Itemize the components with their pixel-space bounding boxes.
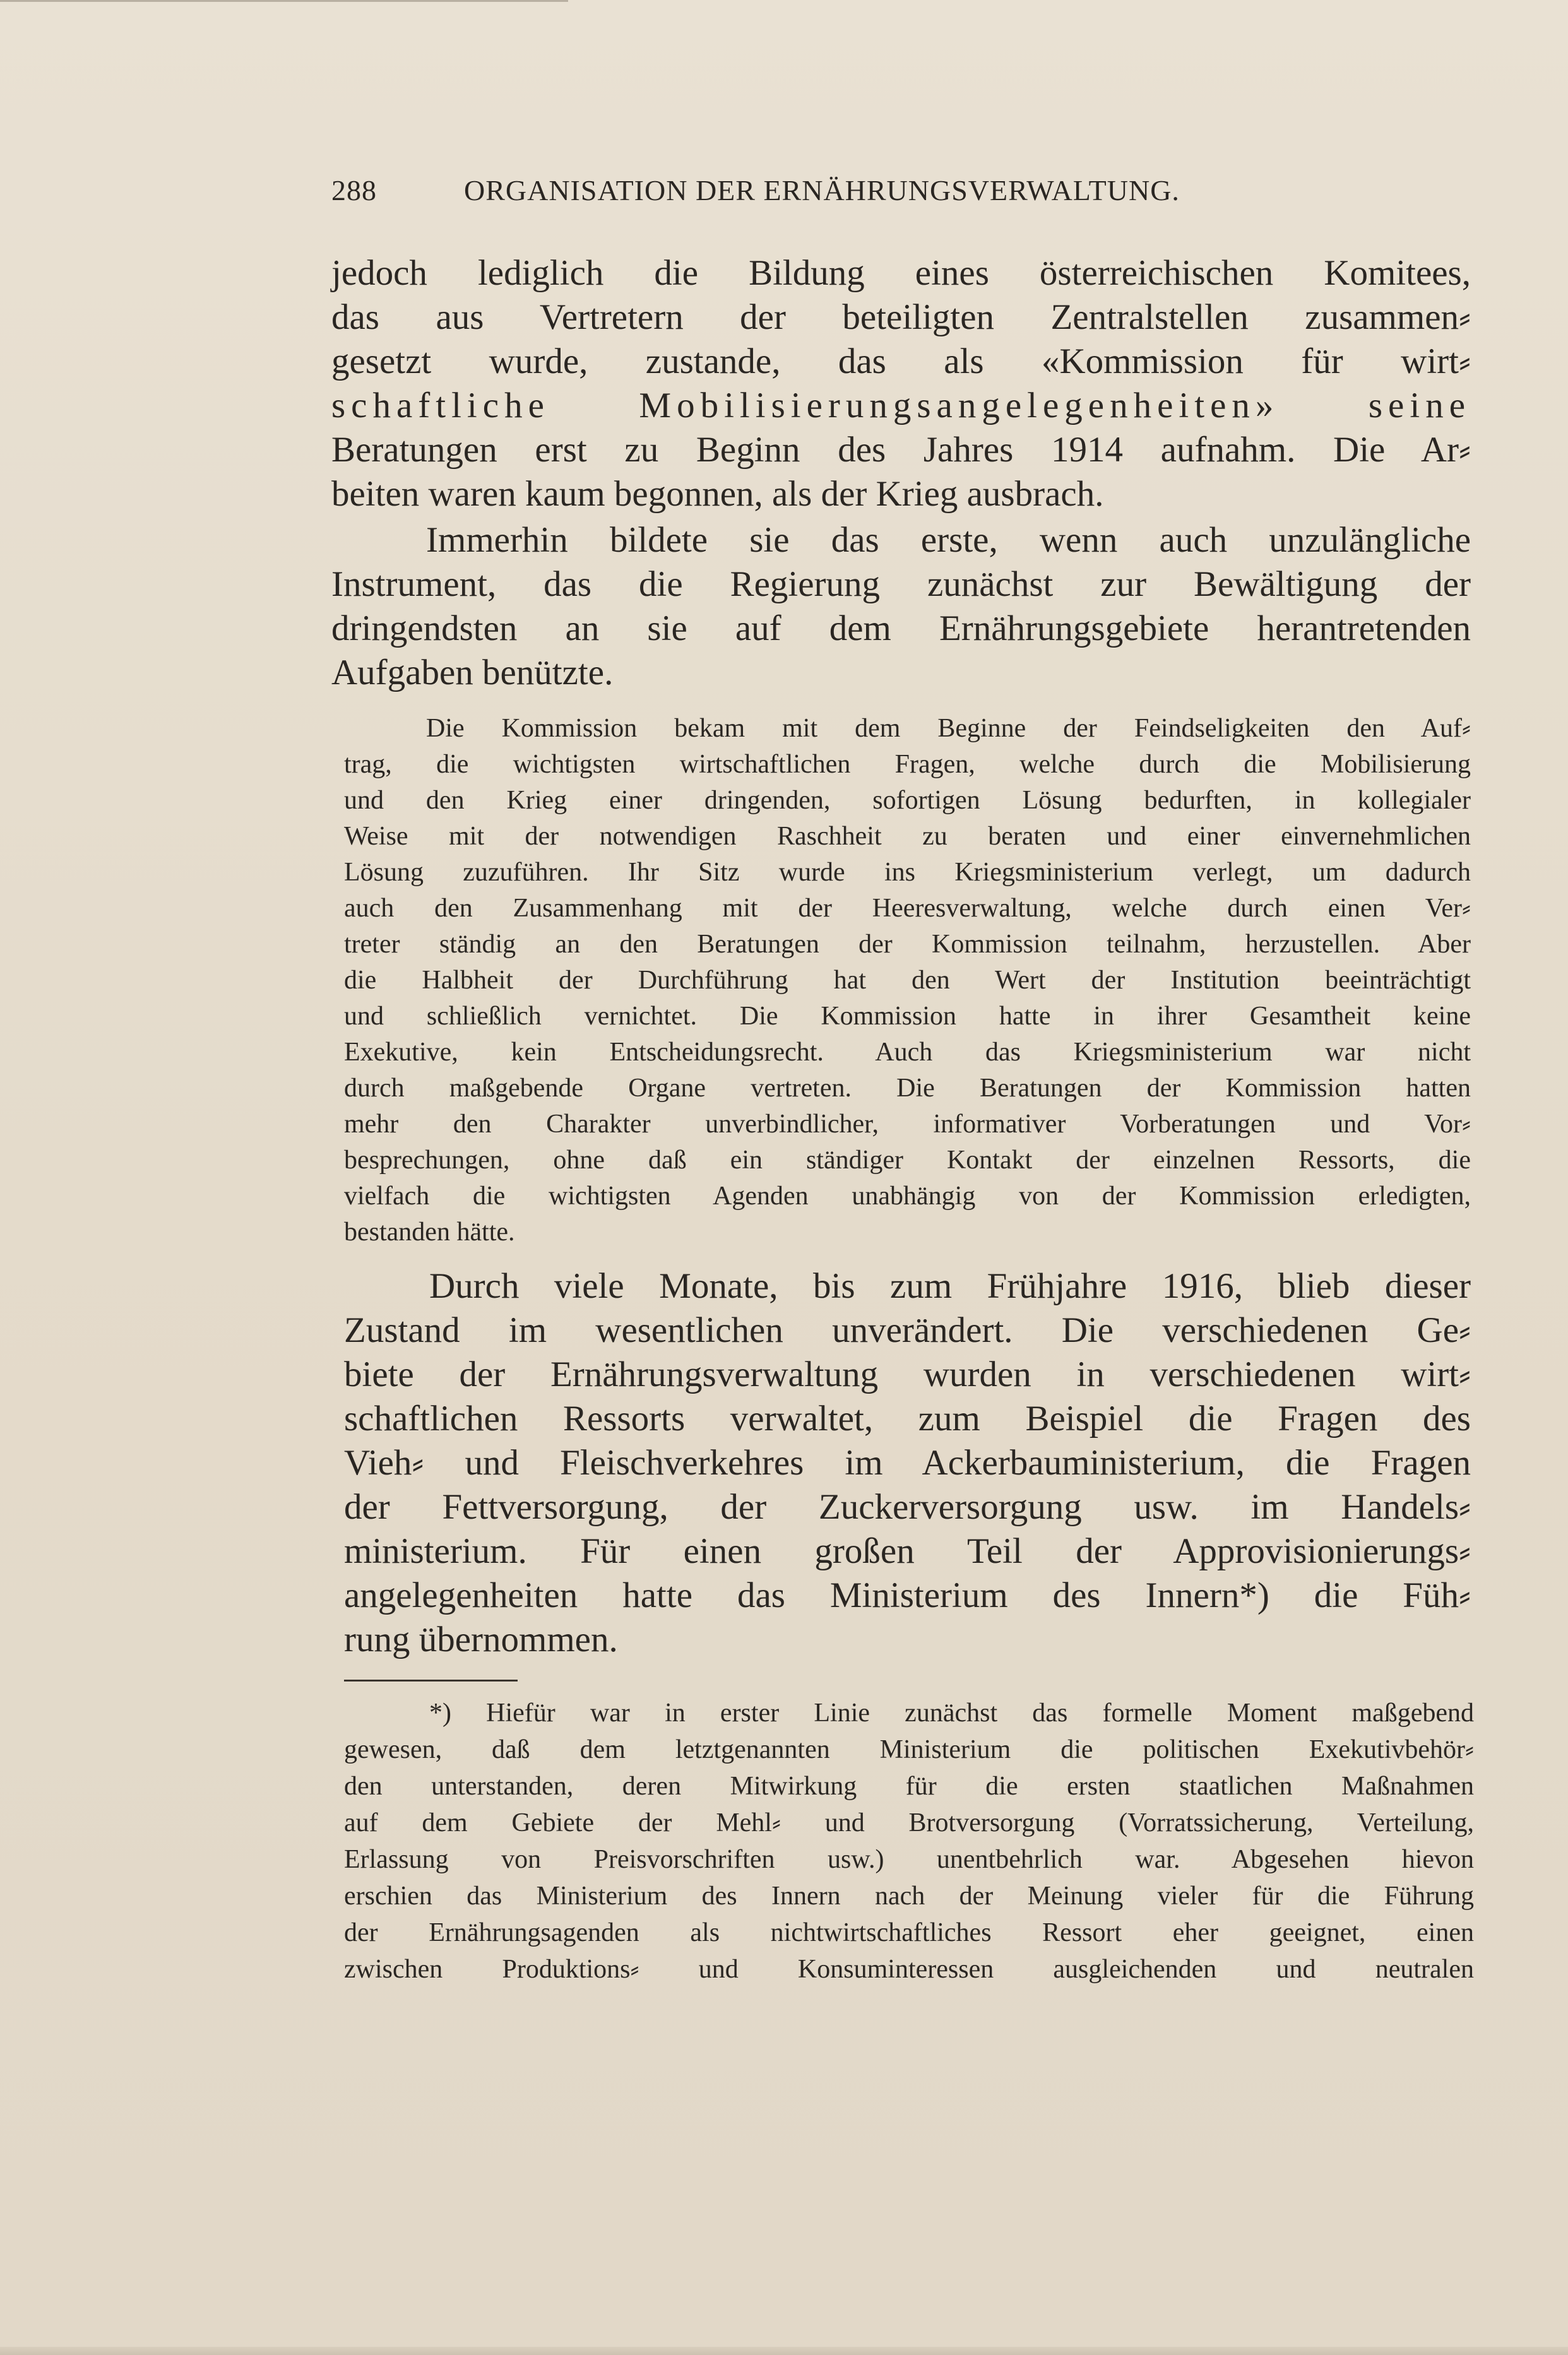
text-line: den unterstanden, deren Mitwirkung für die ersten staatlichen Maßnahmen (344, 1772, 1474, 1801)
text-line: erschien das Ministerium des Innern nach der Meinung vieler für die Führung (344, 1882, 1474, 1911)
text-line: Exekutive, kein Entscheidungsrecht. Auch das Kriegsministerium war nicht (344, 1038, 1471, 1067)
text-line: *) Hiefür war in erster Linie zunächst das formelle Moment maßgebend (429, 1699, 1474, 1728)
text-line: dringendsten an sie auf dem Ernährungsgebiete herantretenden (331, 608, 1471, 648)
text-line: der Fettversorgung, der Zuckerversorgung usw. im Handels⸗ (344, 1487, 1471, 1527)
text-line: Vieh⸗ und Fleischverkehres im Ackerbauministerium, die Fragen (344, 1443, 1471, 1483)
paragraph-2 (331, 519, 1471, 699)
text-line: bestanden hätte. (344, 1218, 515, 1247)
footnote (344, 1698, 1474, 1995)
text-line: Immerhin bildete sie das erste, wenn auch unzulängliche (426, 520, 1471, 560)
text-line: und schließlich vernichtet. Die Kommission hatte in ihrer Gesamtheit keine (344, 1002, 1471, 1031)
text-line: auch den Zusammenhang mit der Heeresverwaltung, welche durch einen Ver⸗ (344, 894, 1471, 923)
text-line: schaftlichen Ressorts verwaltet, zum Beispiel die Fragen des (344, 1399, 1471, 1439)
text-line: Die Kommission bekam mit dem Beginne der Feindseligkeiten den Auf⸗ (426, 714, 1471, 743)
text-line: besprechungen, ohne daß ein ständiger Kontakt der einzelnen Ressorts, die (344, 1146, 1471, 1175)
paragraph-3 (344, 713, 1471, 1256)
text-line: Weise mit der notwendigen Raschheit zu beraten und einer einvernehmlichen (344, 822, 1471, 851)
text-line: zwischen Produktions⸗ und Konsuminteressen ausgleichenden und neutralen (344, 1955, 1474, 1984)
footnote-rule (344, 1680, 518, 1682)
text-line: rung übernommen. (344, 1620, 618, 1659)
text-line: angelegenheiten hatte das Ministerium des Innern*) die Füh⸗ (344, 1575, 1471, 1615)
text-line: ministerium. Für einen großen Teil der Approvisionierungs⸗ (344, 1531, 1471, 1571)
text-line: Erlassung von Preisvorschriften usw.) unentbehrlich war. Abgesehen hievon (344, 1845, 1474, 1874)
text-line: schaftliche Mobilisierungsangelegenheiten» seine (331, 386, 1471, 425)
text-line: gewesen, daß dem letztgenannten Ministerium die politischen Exekutivbehör⸗ (344, 1735, 1474, 1764)
text-line: auf dem Gebiete der Mehl⸗ und Brotversorgung (Vorratssicherung, Verteilung, (344, 1808, 1474, 1837)
text-line: Instrument, das die Regierung zunächst zur Bewältigung der (331, 564, 1471, 604)
text-line: vielfach die wichtigsten Agenden unabhängig von der Kommission erledigten, (344, 1182, 1471, 1211)
page-edge-bottom (0, 2347, 1568, 2355)
paragraph-1 (331, 252, 1471, 518)
text-line: treter ständig an den Beratungen der Kommission teilnahm, herzustellen. Aber (344, 930, 1471, 959)
text-line: gesetzt wurde, zustande, das als «Kommission für wirt⸗ (331, 341, 1471, 381)
text-line: die Halbheit der Durchführung hat den Wert der Institution beeinträchtigt (344, 966, 1471, 995)
text-line: durch maßgebende Organe vertreten. Die Beratungen der Kommission hatten (344, 1074, 1471, 1103)
text-line: jedoch lediglich die Bildung eines österreichischen Komitees, (331, 253, 1471, 293)
text-line: und den Krieg einer dringenden, sofortigen Lösung bedurften, in kollegialer (344, 786, 1471, 815)
running-title: ORGANISATION DER ERNÄHRUNGSVERWALTUNG. (464, 174, 1180, 206)
page-number: 288 (331, 174, 377, 206)
page-edge-top (0, 0, 568, 2)
text-line: Durch viele Monate, bis zum Frühjahre 1916, blieb dieser (429, 1266, 1471, 1306)
text-line: Beratungen erst zu Beginn des Jahres 1914 aufnahm. Die Ar⸗ (331, 430, 1471, 470)
text-line: Lösung zuzuführen. Ihr Sitz wurde ins Kriegsministerium verlegt, um dadurch (344, 858, 1471, 887)
text-line: beiten waren kaum begonnen, als der Krieg ausbrach. (331, 474, 1104, 514)
text-line: der Ernährungsagenden als nichtwirtschaftliches Ressort eher geeignet, einen (344, 1918, 1474, 1947)
text-line: Zustand im wesentlichen unverändert. Die verschiedenen Ge⸗ (344, 1310, 1471, 1350)
text-line: Aufgaben benützte. (331, 653, 614, 692)
text-line: biete der Ernährungsverwaltung wurden in verschiedenen wirt⸗ (344, 1355, 1471, 1394)
text-line: mehr den Charakter unverbindlicher, informativer Vorberatungen und Vor⸗ (344, 1110, 1471, 1139)
running-header (331, 174, 1341, 211)
text-line: das aus Vertretern der beteiligten Zentralstellen zusammen⸗ (331, 297, 1471, 337)
paragraph-4 (344, 1266, 1471, 1670)
text-line: trag, die wichtigsten wirtschaftlichen Fragen, welche durch die Mobilisierung (344, 750, 1471, 779)
